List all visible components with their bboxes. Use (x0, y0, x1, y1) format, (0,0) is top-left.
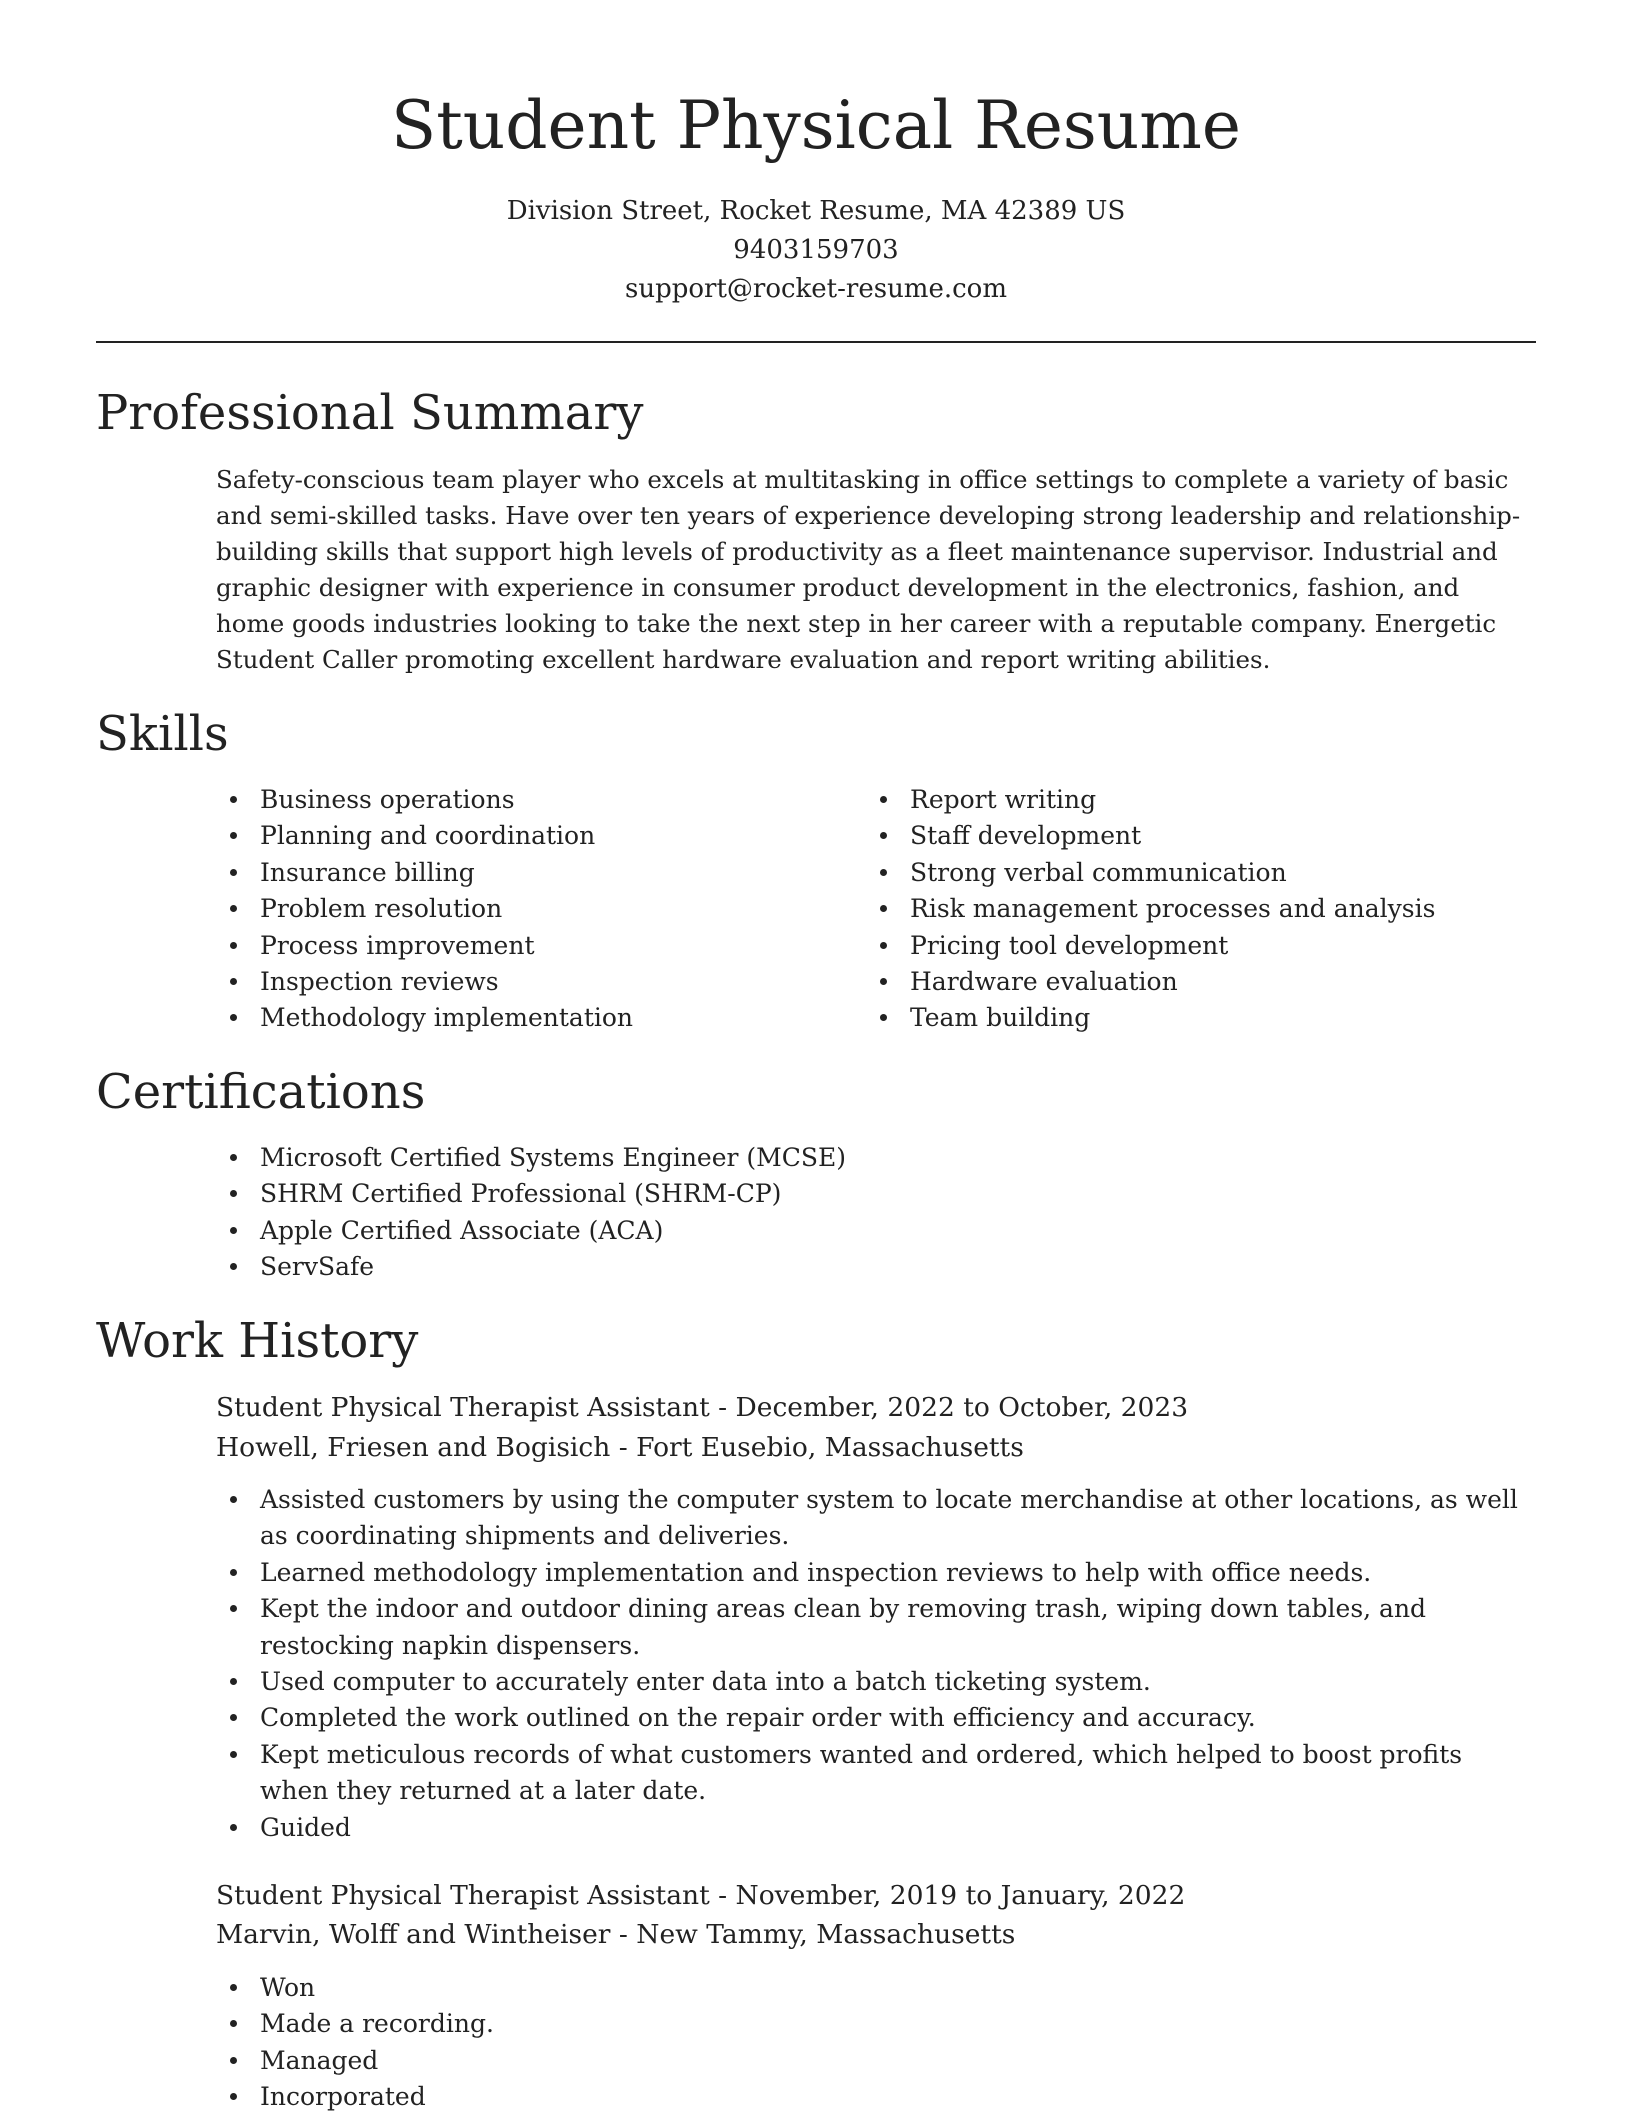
skills-heading: Skills (96, 706, 229, 762)
skill-item: Risk management processes and analysis (866, 891, 1435, 927)
resume-name: Student Physical Resume (391, 87, 1241, 164)
job-duty: Made a recording. (216, 2006, 1526, 2042)
contact-block (0, 192, 1632, 309)
skill-item: Planning and coordination (216, 818, 633, 854)
job-company: Howell, Friesen and Bogisich (216, 1432, 611, 1463)
skill-item: Team building (866, 1000, 1435, 1036)
skill-item: Pricing tool development (866, 928, 1435, 964)
certification-item: Apple Certified Associate (ACA) (216, 1213, 846, 1249)
skill-item: Inspection reviews (216, 964, 633, 1000)
job-dates: November, 2019 to January, 2022 (735, 1880, 1186, 1911)
job-duty: Learned methodology implementation and inspection reviews to help with office needs. (216, 1555, 1526, 1591)
skill-item: Insurance billing (216, 855, 633, 891)
skill-item: Methodology implementation (216, 1000, 633, 1036)
job-duty: Kept the indoor and outdoor dining areas clean by removing trash, wiping down tables, and restocking napkin dispensers. (216, 1591, 1526, 1664)
job-duties-list (216, 1970, 1526, 2116)
contact-address: Division Street, Rocket Resume, MA 42389 US (506, 196, 1126, 226)
job-title: Student Physical Therapist Assistant (216, 1392, 710, 1423)
skill-item: Hardware evaluation (866, 964, 1435, 1000)
skill-item: Process improvement (216, 928, 633, 964)
certification-item: ServSafe (216, 1249, 846, 1285)
contact-phone: 9403159703 (733, 235, 899, 265)
job-duty: Completed the work outlined on the repair order with efficiency and accuracy. (216, 1700, 1526, 1736)
job-duty: Assisted customers by using the computer system to locate merchandise at other locations, as well as coordinating shipments and deliveries. (216, 1482, 1526, 1555)
job-title-line (216, 1388, 1188, 1428)
skills-list-right (866, 782, 1435, 1037)
skill-item: Problem resolution (216, 891, 633, 927)
job-separator: - (709, 1392, 736, 1423)
job-duties-list (216, 1482, 1526, 1846)
job-company-line (216, 1915, 1015, 1955)
skill-item: Staff development (866, 818, 1435, 854)
job-duty: Guided (216, 1810, 1526, 1846)
job-location: Fort Eusebio, Massachusetts (636, 1432, 1024, 1463)
job-company: Marvin, Wolff and Wintheiser (216, 1919, 611, 1950)
job-duty: Won (216, 1970, 1526, 2006)
certifications-list (216, 1140, 846, 1286)
job-duty: Incorporated (216, 2079, 1526, 2115)
header-divider (96, 341, 1536, 343)
summary-heading: Professional Summary (96, 385, 644, 441)
job-separator: - (610, 1919, 637, 1950)
skill-item: Strong verbal communication (866, 855, 1435, 891)
job-company-line (216, 1428, 1024, 1468)
job-location: New Tammy, Massachusetts (636, 1919, 1016, 1950)
contact-email: support@rocket-resume.com (624, 274, 1007, 304)
job-title-line (216, 1876, 1185, 1916)
job-dates: December, 2022 to October, 2023 (735, 1392, 1189, 1423)
work-history-heading: Work History (96, 1313, 419, 1369)
certification-item: SHRM Certified Professional (SHRM-CP) (216, 1176, 846, 1212)
summary-text: Safety-conscious team player who excels at multitasking in office settings to complete a variety of basic and semi-skilled tasks. Have over ten years of experience developing strong leadership and relationship-building skills that support high levels of productivity as a fleet maintenance supervisor. Industrial and graphic designer with experience in consumer product development in the electronics, fashion, and home goods industries looking to take the next step in her career with a reputable company. Energetic Student Caller promoting excellent hardware evaluation and report writing abilities. (216, 465, 1521, 674)
job-separator: - (610, 1432, 637, 1463)
job-duty: Used computer to accurately enter data into a batch ticketing system. (216, 1664, 1526, 1700)
skill-item: Report writing (866, 782, 1435, 818)
job-separator: - (709, 1880, 736, 1911)
certifications-heading: Certifications (96, 1064, 426, 1120)
job-title: Student Physical Therapist Assistant (216, 1880, 710, 1911)
job-duty: Managed (216, 2043, 1526, 2079)
skill-item: Business operations (216, 782, 633, 818)
skills-list-left (216, 782, 633, 1037)
job-duty: Kept meticulous records of what customers wanted and ordered, which helped to boost profits when they returned at a later date. (216, 1737, 1526, 1810)
certification-item: Microsoft Certified Systems Engineer (MCSE) (216, 1140, 846, 1176)
